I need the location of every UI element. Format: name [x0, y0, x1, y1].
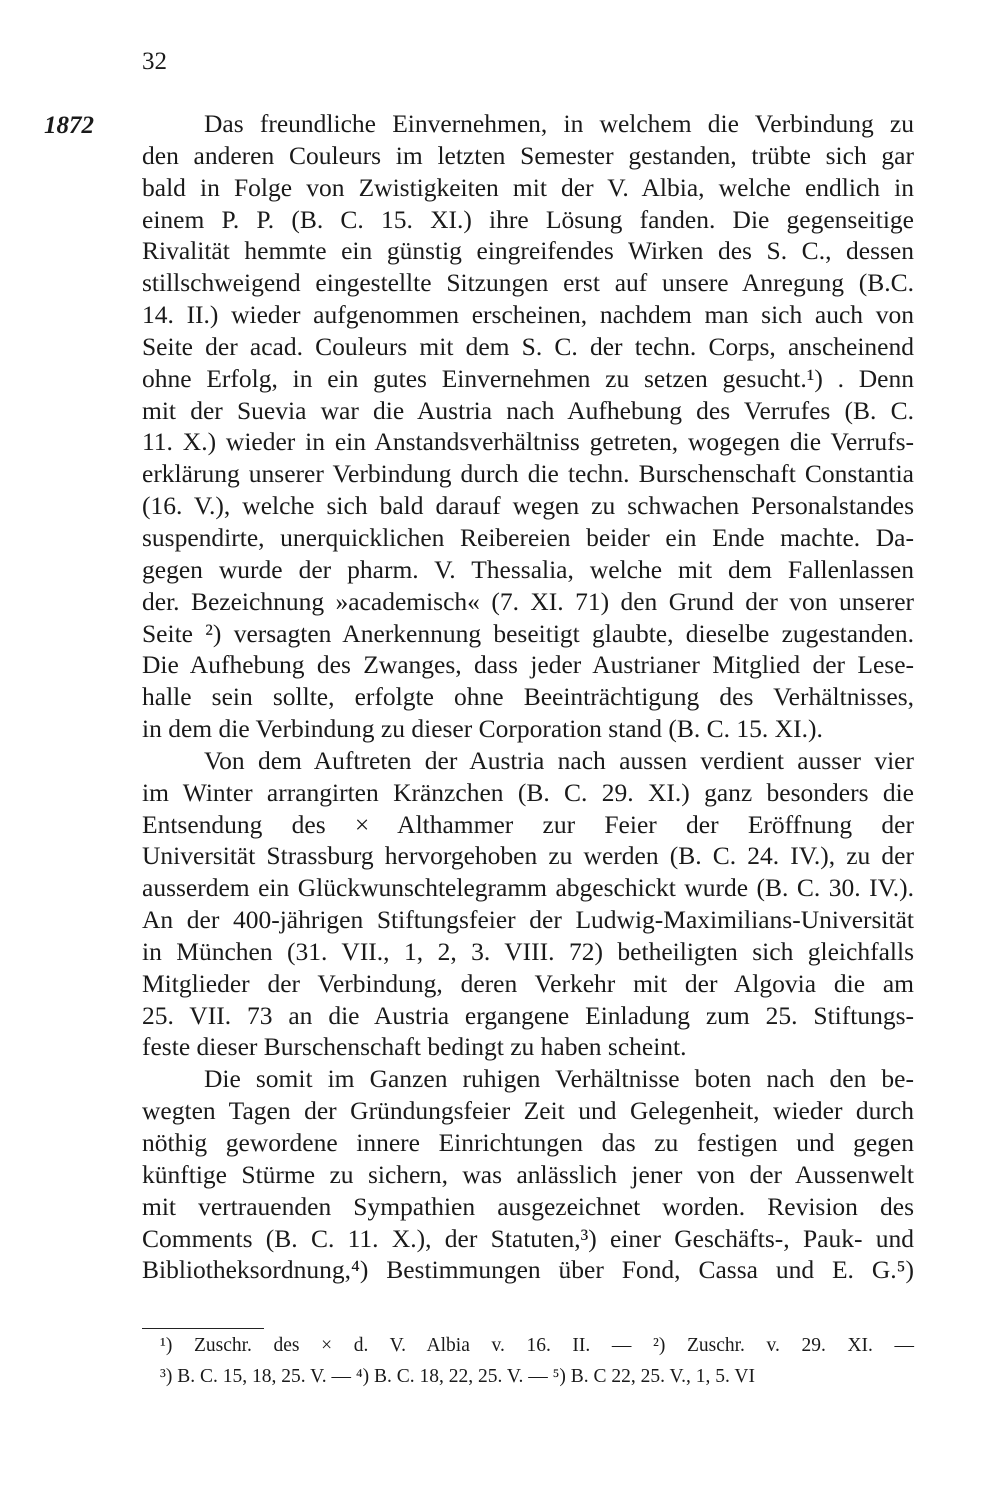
text-line: künftige Stürme zu sichern, was anlässlich jener von der Aussenwelt — [142, 1159, 914, 1189]
text-line: Rivalität hemmte ein günstig eingreifendes Wirken des S. C., dessen — [142, 236, 914, 266]
text-line: nöthig gewordene innere Einrichtungen das zu festigen und gegen — [142, 1128, 914, 1157]
text-line: im Winter arrangirten Kränzchen (B. C. 29. XI.) ganz besonders die — [142, 777, 914, 807]
text-line: ausserdem ein Glückwunschtelegramm abgeschickt wurde (B. C. 30. IV.). — [142, 873, 914, 903]
text-line: in München (31. VII., 1, 2, 3. VIII. 72) betheiligten sich gleichfalls — [142, 936, 914, 966]
text-line: bald in Folge von Zwistigkeiten mit der V. Albia, welche endlich in — [142, 172, 914, 202]
footnote-divider — [142, 1328, 264, 1329]
text-line: Seite der acad. Couleurs mit dem S. C. der techn. Corps, anscheinend — [142, 331, 914, 361]
text-line: in dem die Verbindung zu dieser Corporation stand (B. C. 15. XI.). — [142, 714, 823, 744]
text-line: 14. II.) wieder aufgenommen erscheinen, nachdem man sich auch von — [142, 300, 914, 330]
text-line: Seite ²) versagten Anerkennung beseitigt glaubte, dieselbe zugestanden. — [142, 618, 914, 648]
text-line: der. Bezeichnung »academisch« (7. XI. 71) den Grund der von unserer — [142, 586, 914, 616]
text-line: 25. VII. 73 an die Austria ergangene Einladung zum 25. Stiftungs- — [142, 1000, 914, 1030]
text-line: feste dieser Burschenschaft bedingt zu haben scheint. — [142, 1032, 687, 1062]
margin-year: 1872 — [44, 112, 94, 139]
text-line: (16. V.), welche sich bald darauf wegen zu schwachen Personalstandes — [142, 491, 914, 521]
text-line: Entsendung des × Althammer zur Feier der Eröffnung der — [142, 809, 914, 839]
text-line: erklärung unserer Verbindung durch die techn. Burschenschaft Constantia — [142, 459, 914, 489]
text-line: Die somit im Ganzen ruhigen Verhältnisse boten nach den be- — [204, 1064, 914, 1094]
text-line: halle sein sollte, erfolgte ohne Beeinträchtigung des Verhältnisses, — [142, 682, 914, 712]
text-line: Das freundliche Einvernehmen, in welchem die Verbindung zu — [204, 109, 914, 138]
text-line: mit vertrauenden Sympathien ausgezeichnet worden. Revision des — [142, 1191, 914, 1221]
text-line: Comments (B. C. 11. X.), der Statuten,³) einer Geschäfts-, Pauk- und — [142, 1223, 914, 1253]
text-line: wegten Tagen der Gründungsfeier Zeit und Gelegenheit, wieder durch — [142, 1096, 914, 1126]
text-line: Bibliotheksordnung,⁴) Bestimmungen über Fond, Cassa und E. G.⁵) — [142, 1255, 914, 1285]
text-line: 11. X.) wieder in ein Anstandsverhältniss getreten, wogegen die Verrufs- — [142, 427, 914, 457]
text-line: An der 400-jährigen Stiftungsfeier der Ludwig-Maximilians-Universität — [142, 905, 914, 935]
footnote-line: ³) B. C. 15, 18, 25. V. — ⁴) B. C. 18, 22, 25. V. — ⁵) B. C 22, 25. V., 1, 5. VI — [160, 1366, 755, 1387]
body-text — [142, 108, 914, 1286]
footnote-line: ¹) Zuschr. des × d. V. Albia v. 16. II. — ²) Zuschr. v. 29. XI. — — [160, 1335, 914, 1356]
text-line: ohne Erfolg, in ein gutes Einvernehmen zu setzen gesucht.¹) . Denn — [142, 363, 914, 393]
footnotes — [160, 1330, 914, 1392]
text-line: suspendirte, unerquicklichen Reibereien beider ein Ende machte. Da- — [142, 522, 914, 552]
text-line: mit der Suevia war die Austria nach Aufhebung des Verrufes (B. C. — [142, 395, 914, 425]
text-line: Von dem Auftreten der Austria nach aussen verdient ausser vier — [204, 745, 914, 775]
text-line: Die Aufhebung des Zwanges, dass jeder Austrianer Mitglied der Lese- — [142, 650, 914, 680]
text-line: gegen wurde der pharm. V. Thessalia, welche mit dem Fallenlassen — [142, 554, 914, 584]
text-line: den anderen Couleurs im letzten Semester gestanden, trübte sich gar — [142, 140, 914, 170]
text-line: stillschweigend eingestellte Sitzungen erst auf unsere Anregung (B.C. — [142, 268, 914, 298]
text-line: Mitglieder der Verbindung, deren Verkehr mit der Algovia die am — [142, 968, 914, 998]
page-number: 32 — [142, 48, 167, 75]
text-line: einem P. P. (B. C. 15. XI.) ihre Lösung fanden. Die gegenseitige — [142, 204, 914, 234]
text-line: Universität Strassburg hervorgehoben zu werden (B. C. 24. IV.), zu der — [142, 841, 914, 871]
